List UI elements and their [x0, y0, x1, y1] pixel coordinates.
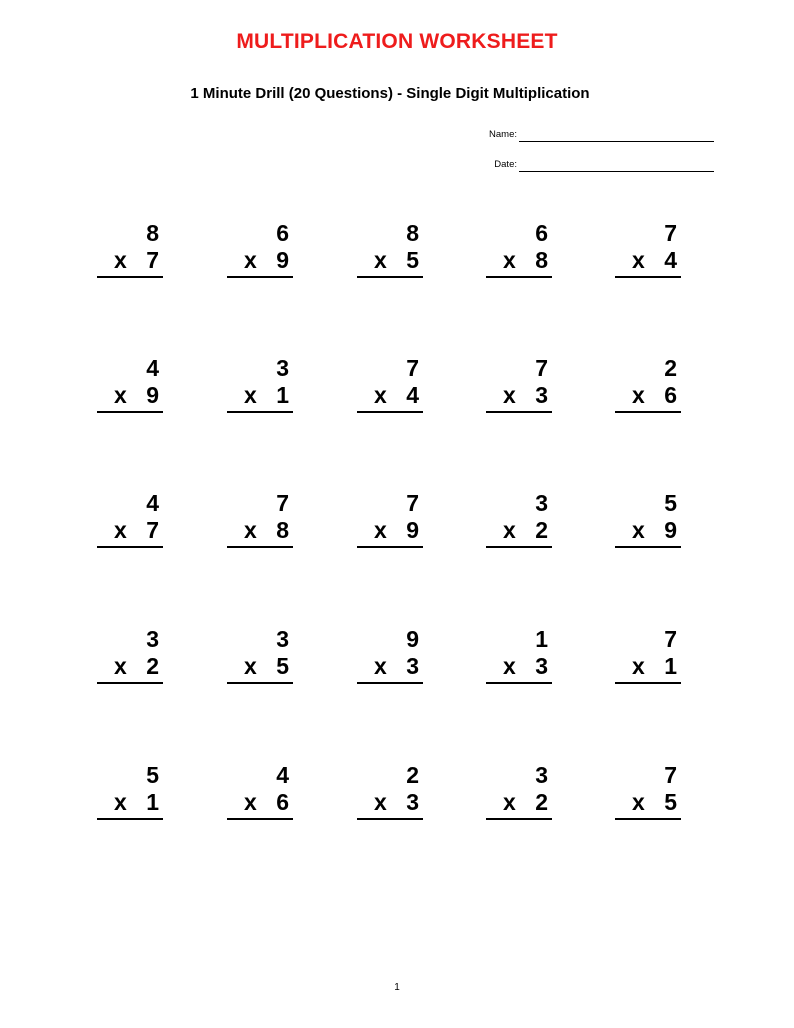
multiplicand: 7 — [664, 626, 677, 652]
problem-12 — [227, 490, 293, 548]
multiply-sign: x — [374, 517, 387, 543]
multiplier: 2 — [535, 517, 548, 543]
multiply-sign: x — [114, 653, 127, 679]
multiplicand: 3 — [535, 490, 548, 516]
multiplier: 1 — [146, 789, 159, 815]
problem-6 — [97, 355, 163, 413]
multiplicand: 7 — [664, 762, 677, 788]
multiply-sign: x — [503, 653, 516, 679]
multiply-sign: x — [503, 382, 516, 408]
date-field[interactable] — [440, 156, 714, 172]
multiplier: 9 — [664, 517, 677, 543]
multiplicand: 9 — [406, 626, 419, 652]
multiplier: 3 — [535, 382, 548, 408]
multiplier: 2 — [146, 653, 159, 679]
multiplier: 5 — [664, 789, 677, 815]
multiplicand: 7 — [664, 220, 677, 246]
answer-line — [227, 276, 293, 278]
problem-23 — [357, 762, 423, 820]
answer-line — [486, 276, 552, 278]
multiply-sign: x — [632, 382, 645, 408]
answer-line — [97, 546, 163, 548]
multiplier: 3 — [406, 789, 419, 815]
multiply-sign: x — [244, 247, 257, 273]
problem-2 — [227, 220, 293, 278]
answer-line — [227, 682, 293, 684]
multiply-sign: x — [503, 789, 516, 815]
answer-line — [615, 818, 681, 820]
page-number: 1 — [394, 982, 400, 993]
multiplicand: 3 — [276, 355, 289, 381]
name-line[interactable] — [519, 141, 714, 142]
answer-line — [357, 411, 423, 413]
multiplier: 3 — [406, 653, 419, 679]
multiply-sign: x — [374, 382, 387, 408]
problem-9 — [486, 355, 552, 413]
answer-line — [486, 546, 552, 548]
multiplier: 9 — [146, 382, 159, 408]
multiply-sign: x — [244, 789, 257, 815]
multiplicand: 2 — [406, 762, 419, 788]
multiply-sign: x — [374, 247, 387, 273]
problem-5 — [615, 220, 681, 278]
answer-line — [227, 411, 293, 413]
multiplier: 4 — [664, 247, 677, 273]
multiplier: 4 — [406, 382, 419, 408]
multiplicand: 8 — [406, 220, 419, 246]
problem-11 — [97, 490, 163, 548]
multiply-sign: x — [114, 789, 127, 815]
multiplier: 7 — [146, 247, 159, 273]
multiplicand: 7 — [535, 355, 548, 381]
worksheet-subtitle: 1 Minute Drill (20 Questions) - Single Digit Multiplication — [190, 85, 590, 102]
problem-13 — [357, 490, 423, 548]
answer-line — [357, 818, 423, 820]
multiply-sign: x — [374, 789, 387, 815]
multiplier: 7 — [146, 517, 159, 543]
multiplicand: 6 — [535, 220, 548, 246]
multiply-sign: x — [114, 247, 127, 273]
multiplicand: 3 — [535, 762, 548, 788]
multiplicand: 7 — [406, 355, 419, 381]
problem-4 — [486, 220, 552, 278]
answer-line — [486, 818, 552, 820]
answer-line — [227, 546, 293, 548]
problem-20 — [615, 626, 681, 684]
answer-line — [227, 818, 293, 820]
multiplier: 3 — [535, 653, 548, 679]
multiplier: 6 — [276, 789, 289, 815]
answer-line — [97, 411, 163, 413]
answer-line — [615, 411, 681, 413]
answer-line — [97, 818, 163, 820]
answer-line — [97, 682, 163, 684]
problem-7 — [227, 355, 293, 413]
multiplicand: 6 — [276, 220, 289, 246]
problem-21 — [97, 762, 163, 820]
multiplier: 1 — [276, 382, 289, 408]
multiply-sign: x — [244, 517, 257, 543]
multiplier: 5 — [276, 653, 289, 679]
date-line[interactable] — [519, 171, 714, 172]
multiplier: 1 — [664, 653, 677, 679]
multiply-sign: x — [503, 517, 516, 543]
multiplier: 5 — [406, 247, 419, 273]
multiply-sign: x — [244, 653, 257, 679]
answer-line — [615, 546, 681, 548]
multiplicand: 5 — [146, 762, 159, 788]
problem-14 — [486, 490, 552, 548]
multiplicand: 4 — [146, 355, 159, 381]
multiply-sign: x — [114, 382, 127, 408]
multiplicand: 3 — [146, 626, 159, 652]
multiplier: 6 — [664, 382, 677, 408]
problem-22 — [227, 762, 293, 820]
multiplicand: 8 — [146, 220, 159, 246]
multiplier: 9 — [276, 247, 289, 273]
name-label: Name: — [489, 129, 517, 140]
answer-line — [357, 546, 423, 548]
multiply-sign: x — [374, 653, 387, 679]
multiplier: 8 — [535, 247, 548, 273]
multiply-sign: x — [632, 517, 645, 543]
multiplicand: 4 — [276, 762, 289, 788]
multiply-sign: x — [632, 789, 645, 815]
problem-24 — [486, 762, 552, 820]
problem-25 — [615, 762, 681, 820]
problem-18 — [357, 626, 423, 684]
multiplicand: 4 — [146, 490, 159, 516]
multiplicand: 5 — [664, 490, 677, 516]
multiplicand: 7 — [406, 490, 419, 516]
date-label: Date: — [494, 159, 517, 170]
multiply-sign: x — [632, 653, 645, 679]
problem-10 — [615, 355, 681, 413]
name-field[interactable] — [440, 126, 714, 142]
multiplier: 8 — [276, 517, 289, 543]
multiply-sign: x — [244, 382, 257, 408]
multiplier: 9 — [406, 517, 419, 543]
worksheet-title: MULTIPLICATION WORKSHEET — [236, 30, 558, 53]
answer-line — [357, 682, 423, 684]
problem-16 — [97, 626, 163, 684]
problem-19 — [486, 626, 552, 684]
multiplicand: 3 — [276, 626, 289, 652]
problem-1 — [97, 220, 163, 278]
multiplier: 2 — [535, 789, 548, 815]
multiply-sign: x — [114, 517, 127, 543]
problem-17 — [227, 626, 293, 684]
multiplicand: 7 — [276, 490, 289, 516]
answer-line — [615, 682, 681, 684]
answer-line — [486, 411, 552, 413]
answer-line — [486, 682, 552, 684]
problem-3 — [357, 220, 423, 278]
multiply-sign: x — [632, 247, 645, 273]
problem-8 — [357, 355, 423, 413]
problem-15 — [615, 490, 681, 548]
answer-line — [357, 276, 423, 278]
multiply-sign: x — [503, 247, 516, 273]
answer-line — [615, 276, 681, 278]
multiplicand: 1 — [535, 626, 548, 652]
answer-line — [97, 276, 163, 278]
multiplicand: 2 — [664, 355, 677, 381]
